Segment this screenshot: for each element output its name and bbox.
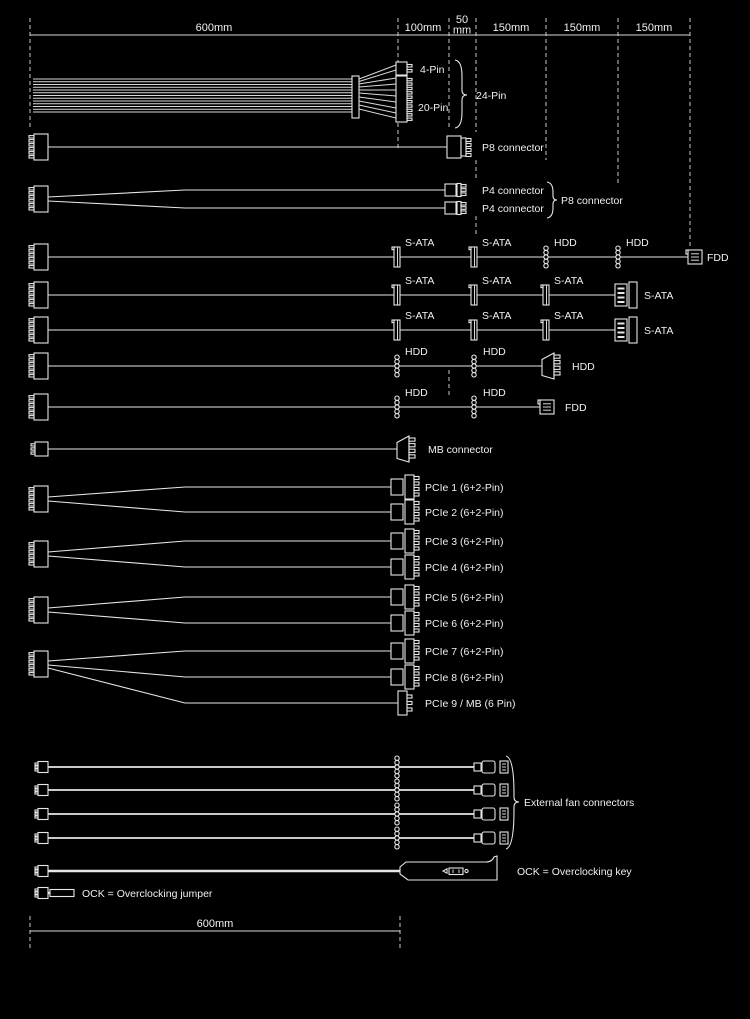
p8-label: P8 connector: [482, 142, 544, 154]
pcie-connector-icon: [391, 475, 419, 499]
psu-plug-tiny-icon: [35, 809, 48, 820]
ruler-label-600mm-bottom: 600mm: [196, 918, 234, 930]
pcie-label: PCIe 2 (6+2-Pin): [425, 507, 504, 519]
pcie-connector-icon: [391, 665, 419, 689]
cable-wire: [48, 501, 391, 512]
psu-plug-tiny-icon: [35, 762, 48, 773]
cable-wire: [48, 597, 391, 608]
pcie-label: PCIe 8 (6+2-Pin): [425, 672, 504, 684]
peripheral-cable-1: [29, 237, 729, 270]
ruler-label-50-mm: mm: [452, 24, 472, 37]
pcie-connector-icon: [391, 611, 419, 635]
sata-end-connector-icon: [615, 317, 637, 343]
pcie-connector-icon: [391, 500, 419, 524]
inline-label: S-ATA: [482, 275, 512, 287]
fan-cable-1: [35, 756, 508, 778]
mb-connector-icon: [397, 436, 415, 462]
pcie-connector-icon: [391, 585, 419, 609]
ock-jumper-row: [35, 888, 213, 901]
p4-group-label: P8 connector: [561, 195, 623, 207]
fan-cable-2: [35, 779, 508, 801]
ruler-dashed-lines: [30, 18, 690, 396]
inline-label: S-ATA: [554, 310, 584, 322]
atx-4pin-connector-icon: [396, 62, 412, 75]
psu-plug-icon: [29, 486, 48, 512]
fan-connector-icon: [474, 832, 508, 844]
fan-connector-icon: [474, 761, 508, 773]
psu-plug-small-icon: [31, 442, 48, 456]
fan-group: [506, 756, 634, 849]
p4-connector-icon: [445, 184, 466, 197]
bottom-ruler: [30, 916, 400, 948]
end-label: FDD: [707, 252, 729, 264]
psu-plug-tiny-icon: [35, 888, 48, 899]
p4-connector-icon: [445, 202, 466, 215]
hdd-inline-connector-icon: [472, 396, 476, 418]
ock-key-row: [35, 856, 632, 880]
fdd-connector-icon: [538, 400, 554, 414]
p4-label-top: P4 connector: [482, 185, 544, 197]
cable-wire: [48, 651, 391, 661]
sata-end-connector-icon: [615, 282, 637, 308]
pcie-label: PCIe 3 (6+2-Pin): [425, 536, 504, 548]
p8-connector-icon: [447, 136, 471, 158]
cable-wire: [48, 665, 391, 677]
psu-plug-tiny-icon: [35, 833, 48, 844]
fan-group-label: External fan connectors: [524, 797, 635, 809]
end-label: S-ATA: [644, 290, 674, 302]
pcie-label: PCIe 5 (6+2-Pin): [425, 592, 504, 604]
inline-label: HDD: [483, 346, 506, 358]
p4-label-bottom: P4 connector: [482, 203, 544, 215]
fan-inline-connector-icon: [395, 827, 399, 849]
pcie-label: PCIe 9 / MB (6 Pin): [425, 698, 516, 710]
inline-label: HDD: [554, 237, 577, 249]
psu-plug-icon: [29, 651, 48, 677]
cable-wire: [48, 612, 391, 623]
psu-plug-icon: [29, 317, 48, 343]
psu-plug-icon: [29, 597, 48, 623]
cable-wire: [48, 556, 391, 567]
fan-connector-icon: [474, 808, 508, 820]
peripheral-cable-2: [29, 275, 673, 308]
cable-wire: [48, 190, 445, 197]
pcie-6pin-connector-icon: [398, 691, 412, 715]
hdd-inline-connector-icon: [544, 246, 548, 268]
pcie-cable-pair-2: [29, 529, 504, 579]
hdd-inline-connector-icon: [395, 396, 399, 418]
ruler-label-150mm-3: 150mm: [635, 22, 673, 34]
inline-label: HDD: [626, 237, 649, 249]
psu-plug-icon: [29, 282, 48, 308]
pcie-cable-pair-1: [29, 475, 504, 524]
ock-key-label: OCK = Overclocking key: [517, 866, 632, 878]
mb-label: MB connector: [428, 444, 493, 456]
ock-jumper-label: OCK = Overclocking jumper: [82, 888, 213, 900]
inline-label: HDD: [483, 387, 506, 399]
cable-wire: [48, 201, 445, 208]
ruler-label-600mm: 600mm: [195, 22, 233, 34]
peripheral-cable-3: [29, 310, 673, 343]
psu-plug-tiny-icon: [35, 785, 48, 796]
atx-brace: [455, 60, 467, 128]
atx-junction-bar: [352, 76, 359, 118]
cable-wire: [48, 541, 391, 552]
inline-label: S-ATA: [405, 237, 435, 249]
inline-label: S-ATA: [554, 275, 584, 287]
ruler-label-50: 50: [455, 14, 469, 26]
psu-plug-icon: [29, 394, 48, 420]
psu-plug-icon: [29, 353, 48, 379]
fan-cable-3: [35, 803, 508, 825]
hdd-inline-connector-icon: [472, 355, 476, 377]
inline-label: HDD: [405, 346, 428, 358]
p4-split-cable: [29, 182, 623, 218]
p8-cable: [29, 134, 544, 160]
fan-connector-icon: [474, 784, 508, 796]
inline-label: HDD: [405, 387, 428, 399]
atx-4pin-label: 4-Pin: [420, 64, 445, 76]
atx-fanout-wires: [359, 65, 396, 118]
atx-24pin-cable: [33, 60, 507, 128]
psu-plug-icon: [29, 541, 48, 567]
hdd-inline-connector-icon: [616, 246, 620, 268]
pcie-connector-icon: [391, 639, 419, 663]
pcie-cable-pair-3: [29, 585, 504, 635]
end-label: FDD: [565, 402, 587, 414]
inline-label: S-ATA: [405, 275, 435, 287]
end-label: S-ATA: [644, 325, 674, 337]
peripheral-cable-5: [29, 387, 587, 420]
fan-inline-connector-icon: [395, 803, 399, 825]
hdd-inline-connector-icon: [395, 355, 399, 377]
cable-wire: [48, 487, 391, 497]
p4-group-brace: [547, 182, 557, 218]
psu-plug-icon: [29, 186, 48, 212]
ock-jumper-icon: [50, 890, 74, 897]
inline-label: S-ATA: [482, 310, 512, 322]
psu-plug-icon: [29, 134, 48, 160]
ruler-label-100mm: 100mm: [404, 22, 442, 34]
atx-ribbon-wires: [33, 79, 352, 112]
pcie-label: PCIe 4 (6+2-Pin): [425, 562, 504, 574]
pcie-label: PCIe 1 (6+2-Pin): [425, 482, 504, 494]
ock-bracket-icon: [400, 856, 497, 880]
pcie-connector-icon: [391, 529, 419, 553]
pcie-connector-icon: [391, 555, 419, 579]
peripheral-cable-4: [29, 346, 595, 379]
end-label: HDD: [572, 361, 595, 373]
atx-20pin-connector-icon: [396, 76, 412, 122]
hdd-molex-connector-icon: [542, 353, 560, 379]
fdd-connector-icon: [686, 250, 702, 264]
pcie-cable-triple: [29, 639, 515, 715]
atx-24pin-label: 24-Pin: [476, 90, 507, 102]
pcie-label: PCIe 6 (6+2-Pin): [425, 618, 504, 630]
ruler-label-150mm-1: 150mm: [492, 22, 530, 34]
inline-label: S-ATA: [482, 237, 512, 249]
atx-20pin-label: 20-Pin: [418, 102, 449, 114]
fan-inline-connector-icon: [395, 756, 399, 778]
fan-inline-connector-icon: [395, 779, 399, 801]
pcie-label: PCIe 7 (6+2-Pin): [425, 646, 504, 658]
fan-cable-4: [35, 827, 508, 849]
inline-label: S-ATA: [405, 310, 435, 322]
mb-cable: [31, 436, 493, 462]
ruler-label-150mm-2: 150mm: [563, 22, 601, 34]
psu-plug-icon: [29, 244, 48, 270]
psu-plug-tiny-icon: [35, 866, 48, 877]
cable-wire: [48, 668, 398, 703]
